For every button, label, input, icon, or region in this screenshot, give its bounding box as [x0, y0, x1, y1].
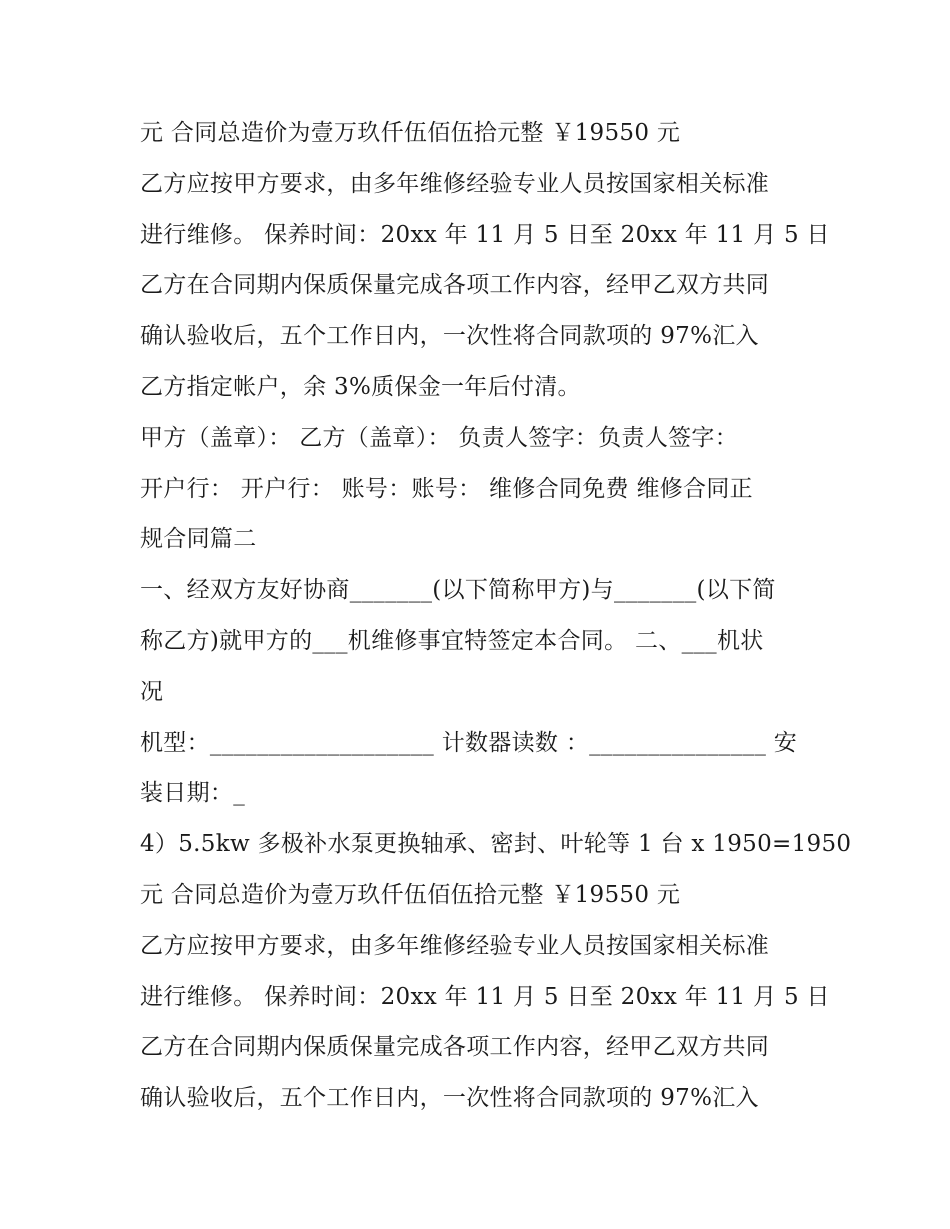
text-line: 称乙方)就甲方的___机维修事宜特签定本合同。 二、___机状: [140, 627, 764, 654]
document-body: [140, 108, 852, 1124]
text-line: 乙方在合同期内保质保量完成各项工作内容，经甲乙双方共同: [140, 1034, 770, 1061]
text-line: 4）5.5kw 多极补水泵更换轴承、密封、叶轮等 1 台 x 1950=1950: [140, 831, 852, 858]
text-line: 机型：___________________ 计数器读数 ：_______________ 安: [140, 729, 798, 756]
text-line: 确认验收后，五个工作日内，一次性将合同款项的 97%汇入: [140, 1085, 759, 1112]
section-heading: 规合同篇二: [140, 526, 257, 553]
text-line: 乙方在合同期内保质保量完成各项工作内容，经甲乙双方共同: [140, 272, 770, 299]
text-line: 进行维修。 保养时间：20xx 年 11 月 5 日至 20xx 年 11 月 5 日: [140, 983, 830, 1010]
text-line: 甲方（盖章）： 乙方（盖章）： 负责人签字：负责人签字：: [140, 424, 739, 451]
text-line: 乙方指定帐户，余 3%质保金一年后付清。: [140, 373, 581, 400]
text-line: 开户行： 开户行： 账号：账号： 维修合同免费 维修合同正: [140, 475, 753, 502]
text-line: 况: [140, 678, 164, 705]
text-line: 元 合同总造价为壹万玖仟伍佰伍拾元整 ￥19550 元: [140, 120, 681, 146]
text-line: 确认验收后，五个工作日内，一次性将合同款项的 97%汇入: [140, 323, 759, 350]
text-line: 元 合同总造价为壹万玖仟伍佰伍拾元整 ￥19550 元: [140, 881, 681, 908]
text-line: 一、经双方友好协商_______(以下简称甲方)与_______(以下简: [140, 577, 776, 604]
text-line: 乙方应按甲方要求，由多年维修经验专业人员按国家相关标准: [140, 932, 770, 959]
text-line: 乙方应按甲方要求，由多年维修经验专业人员按国家相关标准: [140, 170, 770, 197]
text-line: 装日期：_: [140, 780, 245, 807]
text-line: 进行维修。 保养时间：20xx 年 11 月 5 日至 20xx 年 11 月 5 日: [140, 221, 830, 248]
